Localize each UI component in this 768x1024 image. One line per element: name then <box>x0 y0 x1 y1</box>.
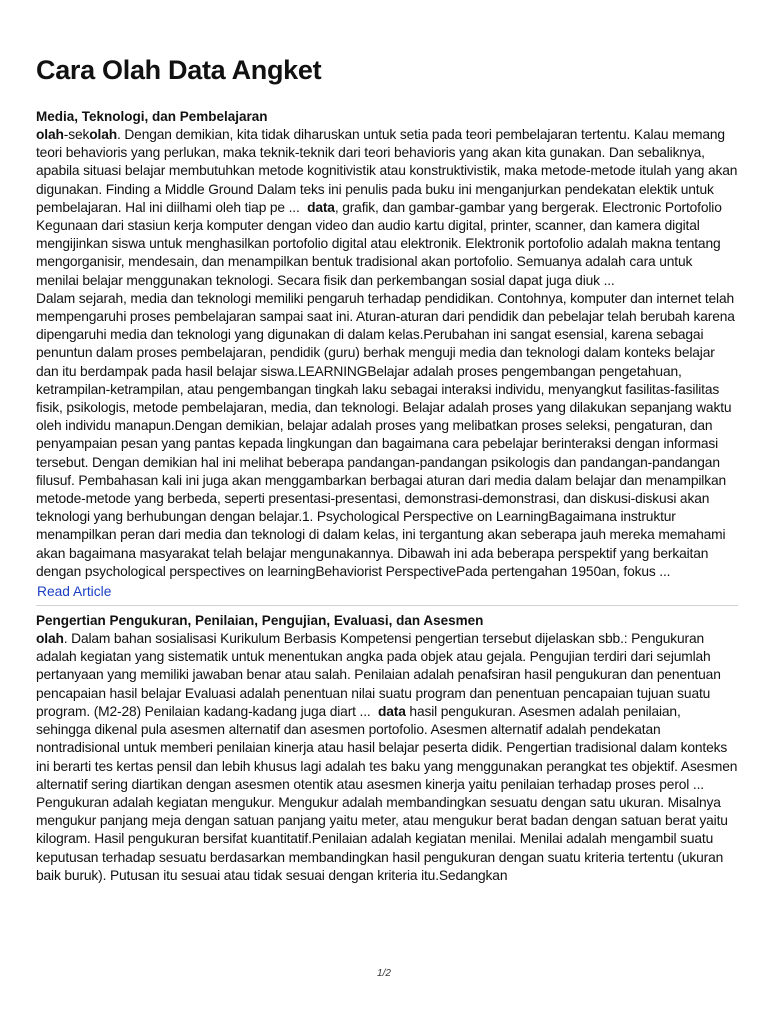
article-heading: Media, Teknologi, dan Pembelajaran <box>36 109 268 124</box>
page-number: 1/2 <box>377 968 391 979</box>
article-pengukuran <box>36 612 738 885</box>
keyword-highlight: data <box>307 199 335 215</box>
snippet-text: , grafik, dan gambar-gambar yang bergerak. Electronic Portofolio Kegunaan dari stasiun kerja komputer dengan video dan audio kartu digital, printer, scanner, dan kamera digital mengijinkan siswa untuk menghasilkan portofolio digital atau elektronik. Elektronik portofolio adalah makna tentang mengorganisir, mendesain, dan menampilkan bentuk tradisional akan portofolio. Semuanya adalah cara untuk menilai belajar menggunakan teknologi. Secara fisik dan perkembangan sosial dapat juga diuk ... <box>36 199 722 288</box>
section-divider <box>36 605 738 606</box>
article-media-teknologi <box>36 108 738 601</box>
keyword-highlight: data <box>377 703 406 719</box>
page-title: Cara Olah Data Angket <box>36 55 322 85</box>
article-snippet <box>36 630 738 794</box>
article-heading: Pengertian Pengukuran, Penilaian, Pengujian, Evaluasi, dan Asesmen <box>36 613 484 629</box>
snippet-text: -sek <box>63 127 90 142</box>
article-snippet <box>36 126 738 290</box>
article-body: Dalam sejarah, media dan teknologi memiliki pengaruh terhadap pendidikan. Contohnya, komputer dan internet telah mempengaruhi proses pembelajaran sampai saat ini. Aturan-aturan dari pendidik dan pebelajar telah berubah karena dipengaruhi media dan teknologi yang digunakan di dalam kelas.Perubahan ini sangat esensial, karena sebagai penuntun dalam proses pembelajaran, pendidik (guru) berhak menguji media dan teknologi dalam konteks belajar dan itu berdampak pada hasil belajar siswa.LEARNINGBelajar adalah proses pengembangan pengetahuan, ketrampilan-ketrampilan, atau pengembangan tingkah laku sebagai interaksi individu, menyangkut fasilitas-fasilitas fisik, psikologis, metode pembelajaran, media, dan teknologi. Belajar adalah proses yang dilakukan sepanjang waktu oleh individu manapun.Dengan demikian, belajar adalah proses yang melibatkan proses seleksi, pengaturan, dan penyampaian pesan yang pantas kepada lingkungan dan bagaimana cara pebelajar berinteraksi dengan informasi tersebut. Dengan demikian hal ini melihat beberapa pandangan-pandangan psikologis dan pandangan-pandangan filusuf. Pembahasan kali ini juga akan menggambarkan berbagai aturan dari media dalam belajar dan menampilkan metode-metode yang berbeda, seperti presentasi-presentasi, demonstrasi-demonstrasi, dan diskusi-diskusi akan teknologi yang berhubungan dengan belajar.1. Psychological Perspective on LearningBagaimana instruktur menampilkan peran dari media dan teknologi di dalam kelas, ini tergantung akan seberapa jauh mereka memahami akan bagaimana masyarakat telah belajar mengunakannya. Dibawah ini ada beberapa perspektif yang berkaitan dengan psychological perspectives on learningBehaviorist PerspectivePada pertengahan 1950an, fokus ... <box>36 290 735 579</box>
keyword-highlight: olah <box>89 127 117 142</box>
keyword-highlight: olah <box>36 631 64 647</box>
keyword-highlight: olah <box>36 127 64 142</box>
snippet-text: hasil pengukuran. Asesmen adalah penilaian, sehingga dikenal pula asesmen alternatif dan asesmen portofolio. Asesmen alternatif adalah pendekatan nontradisional untuk memberi penilaian kinerja atau hasil belajar peserta didik. Pengertian tradisional dalam konteks ini berarti tes kertas pensil dan lebih khusus lagi adalah tes baku yang menggunakan perangkat tes objektif. Asesmen alternatif sering diartikan dengan asesmen otentik atau asesmen kinerja yaitu penilaian terhadap proses perol ... <box>36 703 738 792</box>
article-body: Pengukuran adalah kegiatan mengukur. Mengukur adalah membandingkan sesuatu dengan satu ukuran. Misalnya mengukur panjang meja dengan satuan panjang yaitu meter, atau mengukur berat badan dengan satuan berat yaitu kilogram. Hasil pengukuran bersifat kuantitatif.Penilaian adalah kegiatan menilai. Menilai adalah mengambil suatu keputusan terhadap sesuatu berdasarkan membandingkan hasil pengukuran dengan suatu kriteria tertentu (ukuran baik buruk). Putusan itu sesuai atau tidak sesuai dengan kriteria itu.Sedangkan <box>36 794 728 883</box>
read-article-link[interactable]: Read Article <box>37 584 112 600</box>
snippet-text: . Dalam bahan sosialisasi Kurikulum Berbasis Kompetensi pengertian tersebut dijelaskan sbb.: Pengukuran adalah kegiatan yang sistematik untuk menentukan angka pada objek atau gejala. Pengujian terdiri dari sejumlah pertanyaan yang memiliki jawaban benar atau salah. Penilaian adalah penafsiran hasil pengukuran dan penentuan pencapaian hasil belajar Evaluasi adalah penentuan nilai suatu program dan penentuan pencapaian tujuan suatu program. (M2-28) Penilaian kadang-kadang juga diart ... <box>36 631 721 719</box>
snippet-text: . Dengan demikian, kita tidak diharuskan untuk setia pada teori pembelajaran tertentu. Kalau memang teori behavioris yang perlukan, maka teknik-teknik dari teori behavioris yang akan kita gunakan. Dan sebaliknya, apabila situasi belajar membutuhkan metode kognitivistik atau konstruktivistik, maka metode-metode itulah yang akan digunakan. Finding a Middle Ground Dalam teks ini penulis pada buku ini menganjurkan pendekatan elektik untuk pembelajaran. Hal ini diilhami oleh tiap pe ... <box>36 127 738 215</box>
